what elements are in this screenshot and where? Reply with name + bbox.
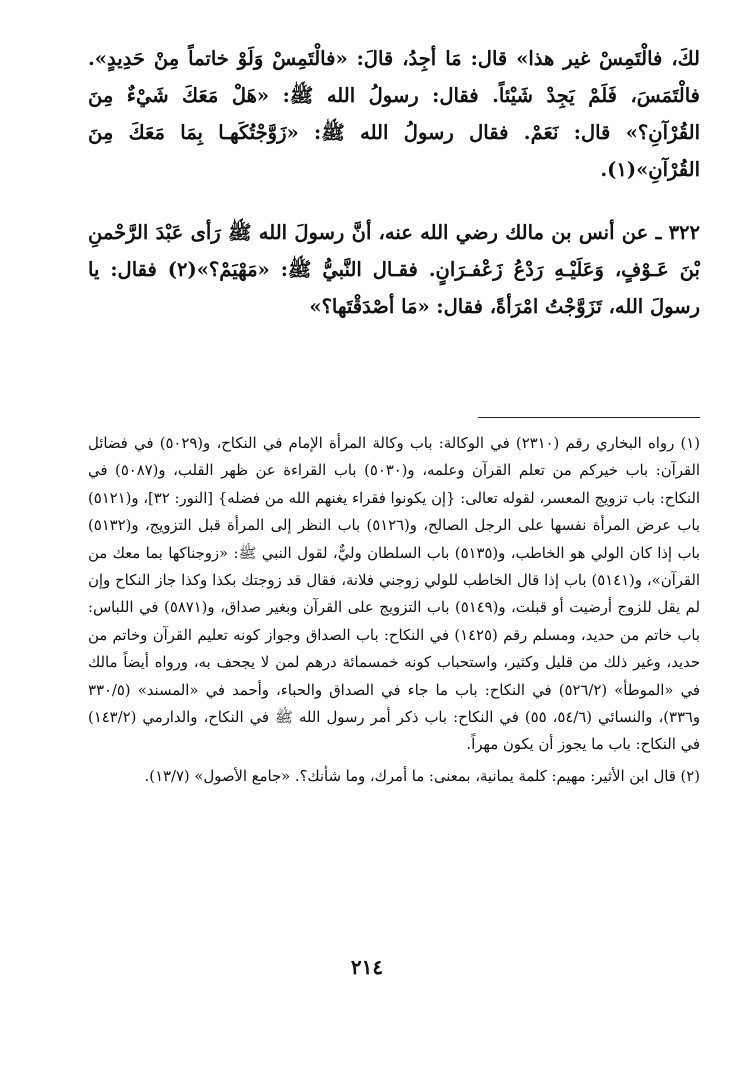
footnote-separator xyxy=(478,417,700,418)
footnote-1: (١) رواه البخاري رقم (٢٣١٠) في الوكالة: باب وكالة المرأة الإمام في النكاح، و(٥٠٢٩) في فضائل القرآن: باب خيركم من تعلم القرآن وعلمه، و(٥٠٣٠) باب القراءة عن ظهر القلب، و(٥٠٨٧) في النكاح: باب تزويج المعسر، لقوله تعالى: {إن يكونوا فقراء يغنهم الله من فضله} [النور: ٣٢]، و(٥١٢١) باب عرض المرأة نفسها على الرجل الصالح، و(٥١٢٦) باب النظر إلى المرأة قبل التزويج، و(٥١٣٢) باب إذا كان الولي هو الخاطب، و(٥١٣٥) باب السلطان وليٌّ، لقول النبي ﷺ: «زوجناكها بما معك من القرآن»، و(٥١٤١) باب إذا قال الخاطب للولي زوجني فلانة، فقال قد زوجتك بكذا وكذا جاز النكاح وإن لم يقل للزوج أرضيت أو قبلت، و(٥١٤٩) باب التزويج على القرآن وبغير صداق، و(٥٨٧١) في اللباس: باب خاتم من حديد، ومسلم رقم (١٤٢٥) في النكاح: باب الصداق وجواز كونه تعليم القرآن وخاتم من حديد، وغير ذلك من قليل وكثير، واستحباب كونه خمسمائة درهم لمن لا يجحف به، ورواه أيضاً مالك في «الموطأ» (٥٢٦/٢) في النكاح: باب ما جاء في الصداق والحباء، وأحمد في «المسند» (٣٣٠/٥ و٣٣٦)، والنسائي (٥٤/٦، ٥٥) في النكاح: باب ذكر أمر رسول الله ﷺ في النكاح، والدارمي (١٤٣/٢) في النكاح: باب ما يجوز أن يكون مهراً. xyxy=(88,435,701,754)
hadith-322 xyxy=(88,214,700,325)
hadith-number: ٣٢٢ ـ xyxy=(655,221,700,244)
paragraph-continuation: لكَ، فالْتَمِسْ غير هذا» قال: مَا أجِدُ، قالَ: «فالْتَمِسْ وَلَوْ خاتماً مِنْ حَدِيدٍ». فالْتَمَسَ، فَلَمْ يَجِدْ شَيْئاً. فقال: رسولُ الله ﷺ: «هَلْ مَعَكَ شَيْءٌ مِنَ القُرْآنِ؟» قال: نَعَمْ. فقال رسولُ الله ﷺ: «زَوَّجْتُكَهـا بِمَا مَعَكَ مِنَ القُرْآنِ»(١). xyxy=(88,47,700,181)
main-text xyxy=(88,40,700,325)
page-number: ٢١٤ xyxy=(350,955,384,979)
footnotes xyxy=(88,430,700,794)
footnote-2: (٢) قال ابن الأثير: مهيم: كلمة يمانية، بمعنى: ما أمرك، وما شأنك؟. «جامع الأصول» (١٣/٧). xyxy=(144,767,700,785)
hadith-text: عن أنس بن مالك رضي الله عنه، أنَّ رسولَ الله ﷺ رَأى عَبْدَ الرَّحْمنِ بْنَ عَـوْفٍ، وَعَلَيْـهِ رَدْعُ زَعْفـرَانٍ. فقـال النَّبيُّ ﷺ: «مَهْيَمْ؟»(٢) فقال: يا رسولَ الله، تَزَوَّجْتُ امْرَأةً، فقال: «مَا أصْدَقْتَها؟» xyxy=(88,221,700,318)
